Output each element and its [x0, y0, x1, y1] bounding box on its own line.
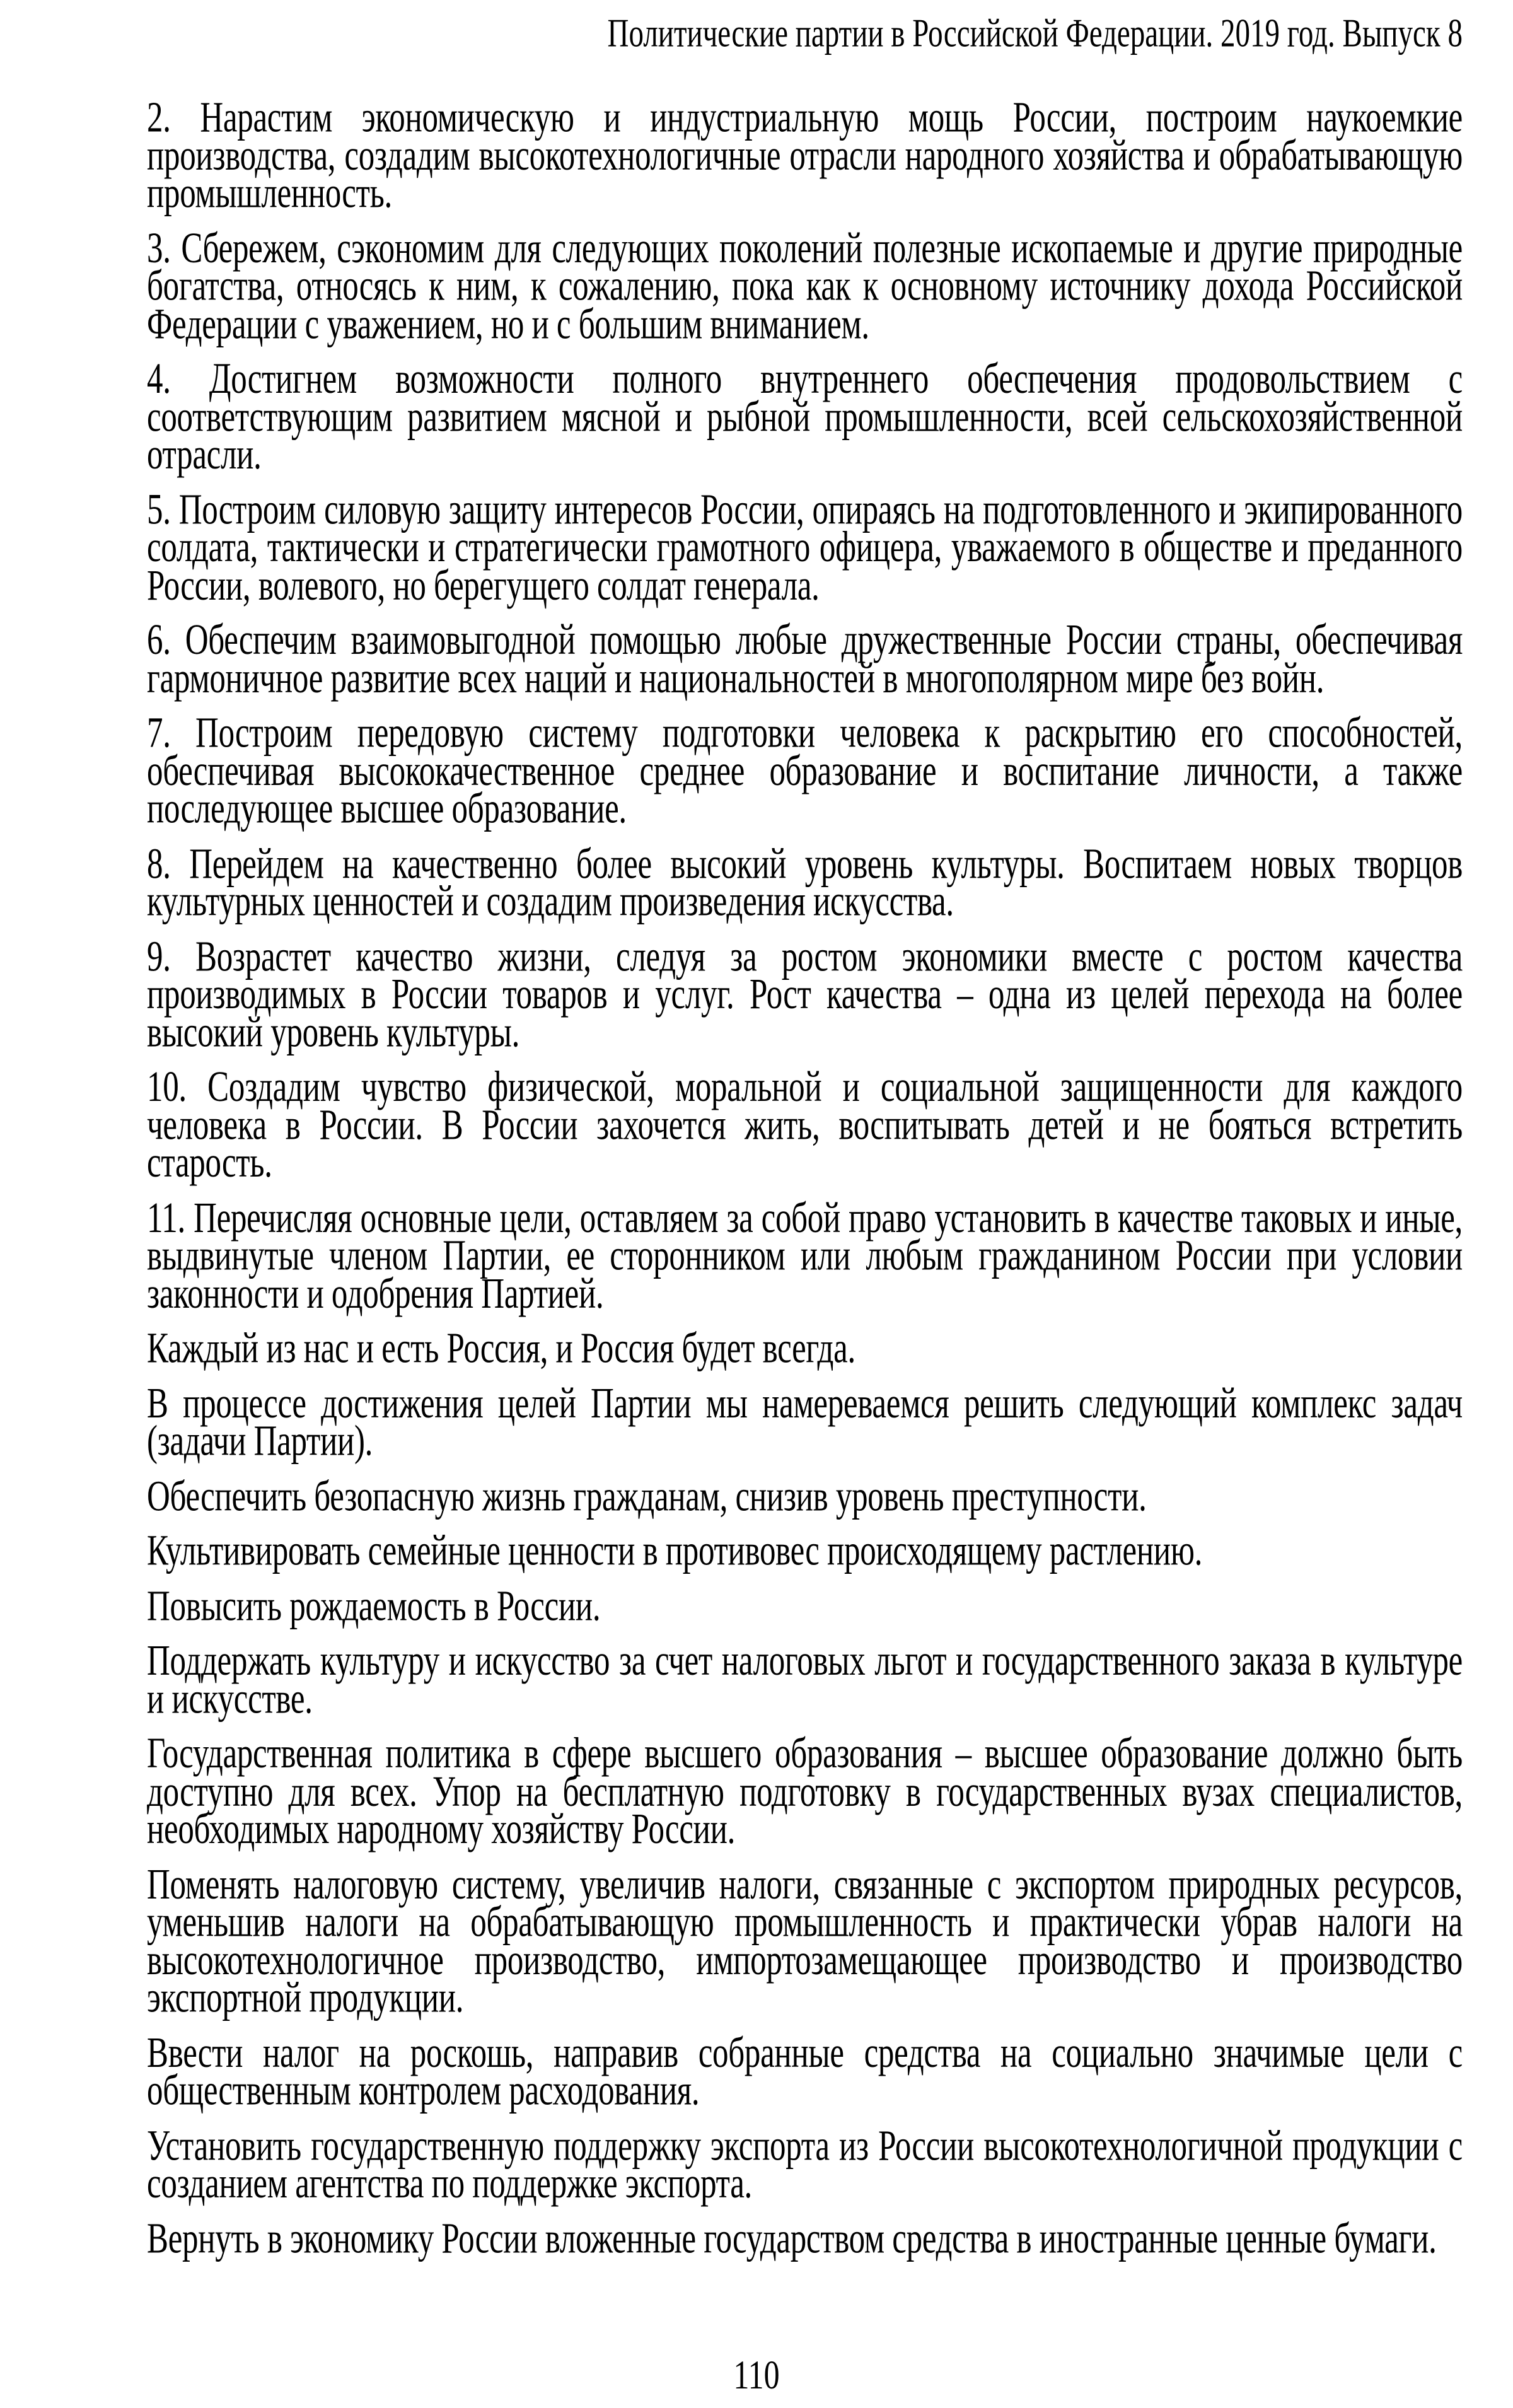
paragraph: 5. Построим силовую защиту интересов России, опираясь на подготовленного и экипированного солдата, тактически и стратегически грамотного офицера, уважаемого в обществе и преданного России, волевого, но берегущего солдат генерала. — [147, 486, 1463, 610]
paragraph: 7. Построим передовую систему подготовки человека к раскрытию его способностей, обеспечивая высококачественное среднее образование и воспитание личности, а также последующее высшее образование. — [147, 709, 1463, 833]
paragraph: Ввести налог на роскошь, направив собранные средства на социально значимые цели с общественным контролем расходования. — [147, 2029, 1463, 2115]
paragraph: Поддержать культуру и искусство за счет налоговых льгот и государственного заказа в культуре и искусстве. — [147, 1637, 1463, 1723]
paragraph: 6. Обеспечим взаимовыгодной помощью любые дружественные России страны, обеспечивая гармоничное развитие всех наций и национальностей в многополярном мире без войн. — [147, 616, 1463, 702]
running-header: Политические партии в Российской Федерации. 2019 год. Выпуск 8 — [607, 11, 1463, 56]
page-number: 110 — [733, 2351, 780, 2398]
paragraph: 3. Сбережем, сэкономим для следующих поколений полезные ископаемые и другие природные богатства, относясь к ним, к сожалению, пока как к основному источнику дохода Российской Федерации с уважением, но и с большим вниманием. — [147, 224, 1463, 348]
paragraph: 2. Нарастим экономическую и индустриальную мощь России, построим наукоемкие производства, создадим высокотехнологичные отрасли народного хозяйства и обрабатывающую промышленность. — [147, 93, 1463, 218]
paragraph: 4. Достигнем возможности полного внутреннего обеспечения продовольствием с соответствующим развитием мясной и рыбной промышленности, всей сельскохозяйственной отрасли. — [147, 355, 1463, 479]
paragraph: Обеспечить безопасную жизнь гражданам, снизив уровень преступности. — [147, 1472, 1147, 1520]
paragraph: 10. Создадим чувство физической, моральной и социальной защищенности для каждого человека в России. В России захочется жить, воспитывать детей и не бояться встретить старость. — [147, 1063, 1463, 1187]
paragraph: Повысить рождаемость в России. — [147, 1582, 601, 1630]
paragraph: Государственная политика в сфере высшего образования – высшее образование должно быть доступно для всех. Упор на бесплатную подготовку в государственных вузах специалистов, необходимых народному хозяйству России. — [147, 1730, 1463, 1854]
body-text — [147, 93, 1463, 2263]
paragraph: Поменять налоговую систему, увеличив налоги, связанные с экспортом природных ресурсов, уменьшив налоги на обрабатывающую промышленность и практически убрав налоги на высокотехнологичное производство, импортозамещающее производство и производство экспортной продукции. — [147, 1860, 1463, 2022]
paragraph: Вернуть в экономику России вложенные государством средства в иностранные ценные бумаги. — [147, 2214, 1437, 2263]
text-column — [147, 11, 1463, 2263]
paragraph: 11. Перечисляя основные цели, оставляем за собой право установить в качестве таковых и иные, выдвинутые членом Партии, ее сторонником или любым гражданином России при условии законности и одобрения Партией. — [147, 1194, 1463, 1318]
paragraph: Установить государственную поддержку экспорта из России высокотехнологичной продукции с созданием агентства по поддержке экспорта. — [147, 2122, 1463, 2207]
paragraph: Каждый из нас и есть Россия, и Россия будет всегда. — [147, 1325, 855, 1373]
paragraph: В процессе достижения целей Партии мы намереваемся решить следующий комплекс задач (задачи Партии). — [147, 1380, 1463, 1465]
paragraph: Культивировать семейные ценности в противовес происходящему растлению. — [147, 1527, 1203, 1575]
paragraph: 9. Возрастет качество жизни, следуя за ростом экономики вместе с ростом качества производимых в России товаров и услуг. Рост качества – одна из целей перехода на более высокий уровень культуры. — [147, 933, 1463, 1057]
paragraph: 8. Перейдем на качественно более высокий уровень культуры. Воспитаем новых творцов культурных ценностей и создадим произведения искусства. — [147, 840, 1463, 926]
